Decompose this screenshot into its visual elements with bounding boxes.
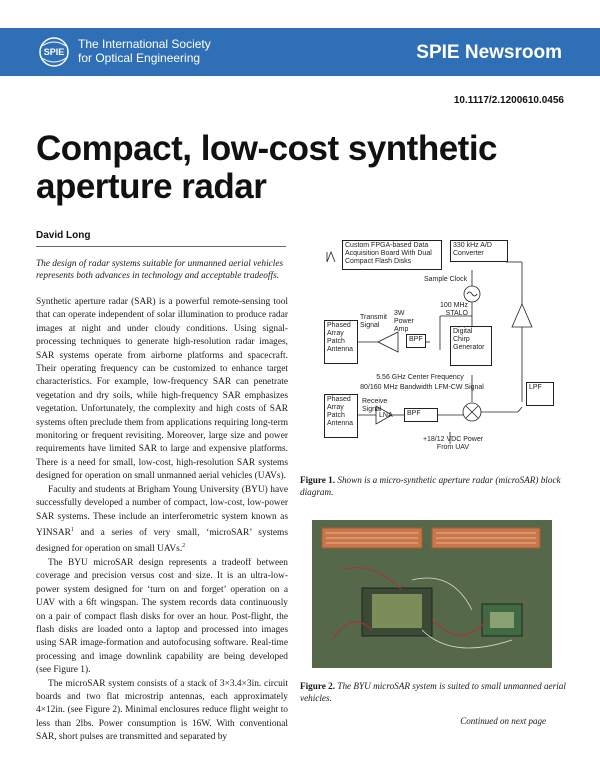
paragraph-4: The microSAR system consists of a stack of 3×3.4×3in. circuit boards and two flat microstrip antennas, each approximately 4×12in. (see Figure 2). Minimal enclosures reduce flight weight to less than 2lbs. Power consumption is 16W. With conventional SAR, short pulses are transmitted and separated by xyxy=(36,678,288,743)
ad-converter-block: 330 kHz A/D Converter xyxy=(450,240,508,262)
paragraph-3: The BYU microSAR design represents a tradeoff between coverage and precision versus cost and size. It is an ultra-low-power system designed for ‘turn on and forget’ operation on a UAV with a 6ft wingspan. The system records data continuously on a pair of compact flash disks for over an hour. Post-flight, the flash disks are loaded onto a laptop and processed into images using SAR image-formation and autofocusing software. Real-time processing and image downlink capability are being developed (see Figure 1). xyxy=(36,557,288,676)
receive-signal-label: Receive Signal xyxy=(362,398,388,413)
power-amp-label: 3W Power Amp xyxy=(394,310,414,333)
bpf-2-block: BPF xyxy=(404,408,438,422)
newsroom-title: SPIE Newsroom xyxy=(416,42,562,63)
body-column xyxy=(36,296,288,745)
org-name: The International Society for Optical Engineering xyxy=(78,37,211,65)
abstract: The design of radar systems suitable for unmanned aerial vehicles represents both advances in technology and acceptable tradeoffs. xyxy=(36,259,284,281)
figure-2-photo xyxy=(312,520,552,668)
paragraph-1: Synthetic aperture radar (SAR) is a powerful remote-sensing tool that can operate independent of solar illumination to produce radar images at night and under cloudy conditions. Using signal-processing techniques to generate high-resolution radar images, SAR systems operate from airborne platforms and spacecraft. Their operating frequency can be customized to enhance target characteristics. For example, low-frequency SAR can penetrate vegetation and dry soils, while high-frequency SAR emphasizes vegetation. Unfortunately, the complexity and high costs of SAR systems often preclude them from applications requiring long-term monitoring or frequent revisiting. Moreover, large size and power requirements have limited SAR to large and expensive platforms. There is a need for small, low-cost, high-resolution SAR systems designed for operation on small unmanned aerial vehicles (UAVs). xyxy=(36,297,288,482)
article-title: Compact, low-cost synthetic aperture radar xyxy=(36,129,498,206)
continued-note: Continued on next page xyxy=(460,716,546,726)
figure-2-caption: Figure 2. The BYU microSAR system is suited to small unmanned aerial vehicles. xyxy=(300,681,566,703)
bandwidth-label: 80/160 MHz Bandwidth LFM-CW Signal xyxy=(360,384,484,391)
figure-1-diagram xyxy=(300,232,566,464)
bpf-block: BPF xyxy=(406,334,426,348)
lpf-block: LPF xyxy=(526,382,554,406)
center-frequency-label: 5.56 GHz Center Frequency xyxy=(376,374,464,381)
doi: 10.1117/2.1200610.0456 xyxy=(453,95,564,106)
phased-array-rx-block: Phased Array Patch Antenna xyxy=(324,394,358,438)
figure-1-caption: Figure 1. Shown is a micro-synthetic aperture radar (microSAR) block diagram. xyxy=(300,475,561,497)
transmit-signal-label: Transmit Signal xyxy=(360,314,387,329)
spie-logo xyxy=(38,36,74,68)
phased-array-tx-block: Phased Array Patch Antenna xyxy=(324,320,358,364)
author-rule xyxy=(36,246,286,247)
author: David Long xyxy=(36,230,91,241)
power-label: +18/12 VDC Power From UAV xyxy=(422,436,484,451)
lna-label: LNA xyxy=(379,412,393,419)
stalo-label: 100 MHz STALO xyxy=(439,302,468,317)
chirp-generator-block: Digital Chirp Generator xyxy=(450,326,492,366)
paragraph-2: Faculty and students at Brigham Young University (BYU) have successfully developed a number of compact, low-cost, low-power SAR systems. These include an interferometric system known as YINSAR$^1$ and a series of very small, ‘microSAR’ systems designed for operation on small UAVs.$^2$ xyxy=(36,484,288,555)
svg-text:SPIE: SPIE xyxy=(43,47,65,57)
fpga-board-block: Custom FPGA-based Data Acquisition Board With Dual Compact Flash Disks xyxy=(342,240,442,270)
sample-clock-label: Sample Clock xyxy=(424,276,468,283)
